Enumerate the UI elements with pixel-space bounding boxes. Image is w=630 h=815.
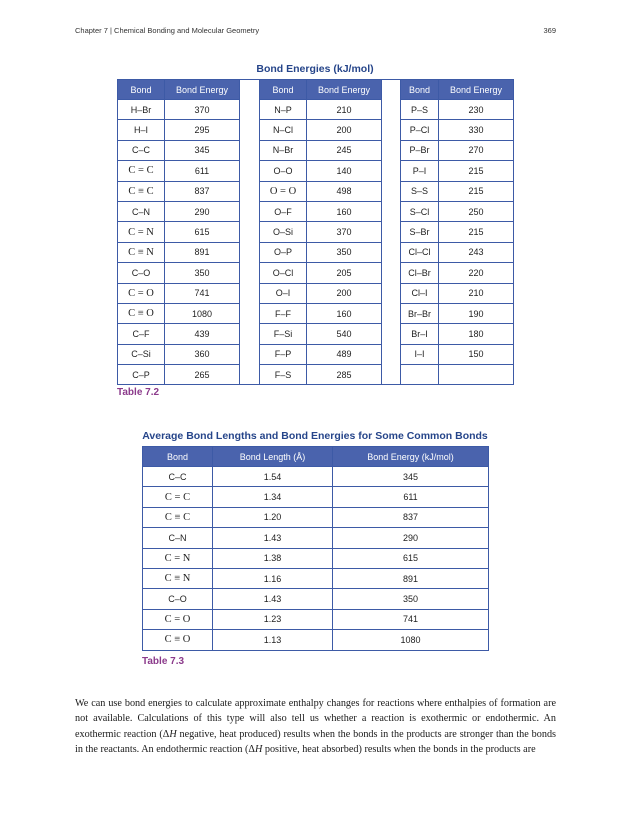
bond-cell: C = O (143, 609, 213, 629)
table-row (143, 630, 489, 650)
column-gap (240, 181, 260, 201)
table-row (143, 467, 489, 487)
bond-cell: F–F (260, 303, 307, 323)
value-cell: 611 (165, 161, 240, 181)
value-cell: 1.38 (213, 548, 333, 568)
bond-cell: O–O (260, 161, 307, 181)
paragraph-text: negative, heat produced) results when the bonds in the products are stronger than the bonds in the reactants. An endothermic reaction (Δ (75, 728, 556, 756)
value-cell: 615 (333, 548, 489, 568)
value-cell: 1.34 (213, 487, 333, 507)
bond-cell: Cl–Cl (401, 242, 439, 262)
paragraph-text: We can use bond energies to calculate approximate enthalpy changes for reactions where enthalpies of formation are not available. Calculations of this type will also tell us whether a reaction is exothermic or endothermic. An exothermic reaction (Δ (75, 698, 556, 740)
value-cell: 290 (333, 528, 489, 548)
value-cell: 160 (307, 303, 382, 323)
column-gap (240, 161, 260, 181)
bond-cell: O–Si (260, 222, 307, 242)
value-cell: 345 (333, 467, 489, 487)
bond-cell: F–P (260, 344, 307, 364)
value-cell: 295 (165, 120, 240, 140)
column-gap (382, 222, 401, 242)
value-cell: 837 (333, 507, 489, 527)
column-header: Bond (143, 447, 213, 467)
value-cell: 611 (333, 487, 489, 507)
value-cell: 285 (307, 365, 382, 385)
column-header: Bond (260, 80, 307, 100)
column-gap (240, 303, 260, 323)
chapter-header: Chapter 7 | Chemical Bonding and Molecular Geometry (75, 26, 260, 35)
value-cell: 1.20 (213, 507, 333, 527)
table-row (143, 528, 489, 548)
bond-cell: F–Si (260, 324, 307, 344)
bond-cell: C–Si (118, 344, 165, 364)
column-gap (382, 303, 401, 323)
table-row (118, 365, 514, 385)
bond-cell: Br–I (401, 324, 439, 344)
value-cell: 210 (439, 283, 514, 303)
column-header: Bond Energy (439, 80, 514, 100)
value-cell: 360 (165, 344, 240, 364)
column-gap (382, 181, 401, 201)
bond-cell: P–S (401, 100, 439, 120)
bond-cell: O = O (260, 181, 307, 201)
value-cell: 330 (439, 120, 514, 140)
value-cell: 220 (439, 263, 514, 283)
table-7-2-label: Table 7.2 (117, 387, 160, 398)
table-row (118, 242, 514, 262)
bond-cell: N–Cl (260, 120, 307, 140)
column-gap (382, 344, 401, 364)
table-row (118, 120, 514, 140)
bond-cell: C–F (118, 324, 165, 344)
table-row (143, 568, 489, 588)
value-cell: 265 (165, 365, 240, 385)
value-cell: 210 (307, 100, 382, 120)
value-cell: 200 (307, 120, 382, 140)
bond-energies-table (117, 79, 514, 385)
enthalpy-symbol: H (169, 728, 177, 740)
column-gap (382, 161, 401, 181)
column-gap (382, 140, 401, 160)
enthalpy-symbol: H (254, 744, 263, 756)
column-gap (240, 201, 260, 221)
table-row (118, 303, 514, 323)
bond-cell: F–S (260, 365, 307, 385)
bond-cell: P–I (401, 161, 439, 181)
table-7-3-title: Average Bond Lengths and Bond Energies for Some Common Bonds (142, 430, 488, 442)
page-number: 369 (543, 26, 556, 35)
table-row (118, 100, 514, 120)
bond-lengths-table (142, 446, 489, 651)
body-paragraph (75, 696, 556, 758)
value-cell: 215 (439, 181, 514, 201)
column-header: Bond (118, 80, 165, 100)
bond-cell: C ≡ N (143, 568, 213, 588)
table-row (143, 507, 489, 527)
bond-cell: Cl–I (401, 283, 439, 303)
column-header: Bond Length (Å) (213, 447, 333, 467)
table-row (143, 609, 489, 629)
column-gap (240, 344, 260, 364)
column-gap (240, 80, 260, 100)
table-row (118, 283, 514, 303)
bond-cell: O–P (260, 242, 307, 262)
value-cell: 1080 (333, 630, 489, 650)
value-cell: 245 (307, 140, 382, 160)
table-row (118, 181, 514, 201)
value-cell: 150 (439, 344, 514, 364)
value-cell: 1.23 (213, 609, 333, 629)
bond-cell: C ≡ C (118, 181, 165, 201)
bond-cell: S–Cl (401, 201, 439, 221)
bond-cell: C–N (143, 528, 213, 548)
column-gap (240, 324, 260, 344)
bond-cell: O–F (260, 201, 307, 221)
value-cell: 891 (165, 242, 240, 262)
value-cell: 1080 (165, 303, 240, 323)
bond-cell: N–Br (260, 140, 307, 160)
column-header: Bond Energy (307, 80, 382, 100)
value-cell: 200 (307, 283, 382, 303)
value-cell: 439 (165, 324, 240, 344)
bond-cell: P–Cl (401, 120, 439, 140)
value-cell: 205 (307, 263, 382, 283)
table-row (118, 201, 514, 221)
value-cell: 350 (307, 242, 382, 262)
column-gap (382, 201, 401, 221)
bond-cell: C = N (143, 548, 213, 568)
value-cell: 243 (439, 242, 514, 262)
table-row (118, 324, 514, 344)
column-header: Bond Energy (kJ/mol) (333, 447, 489, 467)
bond-cell: P–Br (401, 140, 439, 160)
value-cell: 230 (439, 100, 514, 120)
table-row (118, 140, 514, 160)
table-row (143, 548, 489, 568)
paragraph-text: positive, heat absorbed) results when the bonds in the products are (262, 744, 536, 756)
value-cell: 498 (307, 181, 382, 201)
value-cell: 350 (165, 263, 240, 283)
table-header-row (118, 80, 514, 100)
bond-cell: C–N (118, 201, 165, 221)
column-gap (240, 242, 260, 262)
value-cell: 370 (307, 222, 382, 242)
column-gap (240, 140, 260, 160)
bond-cell: O–Cl (260, 263, 307, 283)
bond-cell: S–S (401, 181, 439, 201)
value-cell: 270 (439, 140, 514, 160)
value-cell: 370 (165, 100, 240, 120)
column-gap (382, 263, 401, 283)
value-cell: 1.54 (213, 467, 333, 487)
value-cell: 1.16 (213, 568, 333, 588)
bond-cell: C–C (143, 467, 213, 487)
value-cell: 215 (439, 222, 514, 242)
bond-cell: C = C (118, 161, 165, 181)
bond-cell: C–O (118, 263, 165, 283)
value-cell: 540 (307, 324, 382, 344)
bond-cell: C = C (143, 487, 213, 507)
table-row (118, 222, 514, 242)
bond-cell: C ≡ O (118, 303, 165, 323)
bond-cell: C = N (118, 222, 165, 242)
value-cell: 1.13 (213, 630, 333, 650)
bond-cell: Br–Br (401, 303, 439, 323)
column-gap (240, 120, 260, 140)
bond-cell: H–I (118, 120, 165, 140)
column-gap (240, 222, 260, 242)
bond-cell: S–Br (401, 222, 439, 242)
bond-cell (401, 365, 439, 385)
value-cell: 837 (165, 181, 240, 201)
column-gap (382, 365, 401, 385)
bond-cell: Cl–Br (401, 263, 439, 283)
value-cell: 350 (333, 589, 489, 609)
bond-cell: N–P (260, 100, 307, 120)
value-cell: 250 (439, 201, 514, 221)
bond-cell: C ≡ O (143, 630, 213, 650)
column-gap (240, 100, 260, 120)
value-cell: 190 (439, 303, 514, 323)
table-7-3-label: Table 7.3 (142, 656, 185, 667)
column-header: Bond Energy (165, 80, 240, 100)
value-cell: 615 (165, 222, 240, 242)
table-row (118, 161, 514, 181)
bond-cell: C ≡ C (143, 507, 213, 527)
value-cell: 741 (333, 609, 489, 629)
column-gap (382, 100, 401, 120)
column-gap (382, 283, 401, 303)
table-header-row (143, 447, 489, 467)
column-gap (382, 324, 401, 344)
value-cell: 290 (165, 201, 240, 221)
column-gap (240, 365, 260, 385)
value-cell: 891 (333, 568, 489, 588)
value-cell: 345 (165, 140, 240, 160)
value-cell (439, 365, 514, 385)
table-row (143, 487, 489, 507)
bond-cell: C ≡ N (118, 242, 165, 262)
bond-cell: C–C (118, 140, 165, 160)
column-gap (240, 283, 260, 303)
value-cell: 140 (307, 161, 382, 181)
bond-cell: O–I (260, 283, 307, 303)
table-row (118, 263, 514, 283)
column-gap (382, 120, 401, 140)
bond-cell: C–P (118, 365, 165, 385)
bond-cell: I–I (401, 344, 439, 364)
value-cell: 489 (307, 344, 382, 364)
bond-cell: C–O (143, 589, 213, 609)
value-cell: 160 (307, 201, 382, 221)
table-7-2-title: Bond Energies (kJ/mol) (256, 63, 374, 75)
column-gap (382, 242, 401, 262)
table-row (143, 589, 489, 609)
column-header: Bond (401, 80, 439, 100)
value-cell: 180 (439, 324, 514, 344)
value-cell: 741 (165, 283, 240, 303)
column-gap (382, 80, 401, 100)
column-gap (240, 263, 260, 283)
bond-cell: H–Br (118, 100, 165, 120)
value-cell: 1.43 (213, 589, 333, 609)
value-cell: 215 (439, 161, 514, 181)
value-cell: 1.43 (213, 528, 333, 548)
table-row (118, 344, 514, 364)
bond-cell: C = O (118, 283, 165, 303)
